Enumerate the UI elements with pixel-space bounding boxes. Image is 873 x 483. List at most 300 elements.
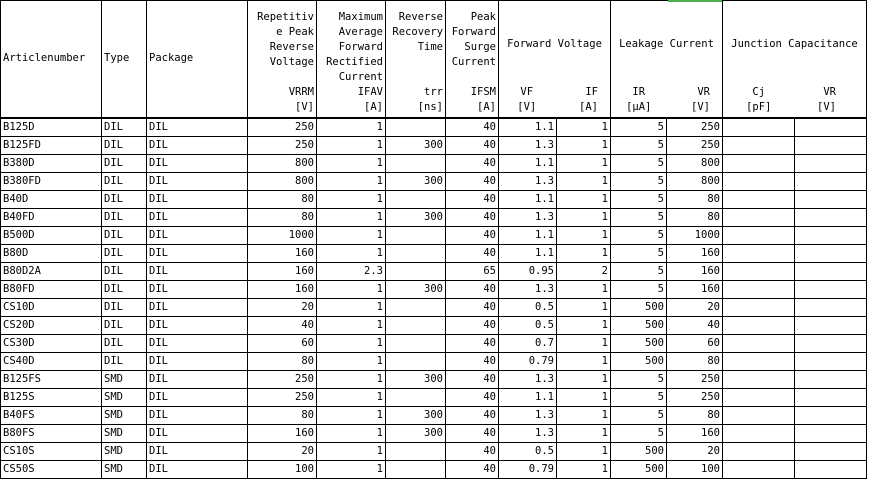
cell-if[interactable]: 1 <box>557 245 611 263</box>
header-line <box>250 70 314 85</box>
cell-cj[interactable] <box>723 389 795 407</box>
header-line: Time <box>417 41 443 53</box>
cell-vr2[interactable] <box>795 209 867 227</box>
cell-vr[interactable]: 80 <box>667 407 723 425</box>
cell-ifsm[interactable]: 40 <box>446 155 499 173</box>
cell-ifav[interactable]: 1 <box>317 389 386 407</box>
cell-ifsm[interactable]: 40 <box>446 317 499 335</box>
cell-ir[interactable]: 500 <box>611 461 667 479</box>
header-ifsm[interactable] <box>446 1 499 119</box>
cell-article[interactable]: B380D <box>1 155 102 173</box>
cell-package[interactable]: DIL <box>147 299 248 317</box>
cell-if[interactable]: 1 <box>557 209 611 227</box>
cell-ifav[interactable]: 1 <box>317 443 386 461</box>
cell-if[interactable]: 1 <box>557 173 611 191</box>
header-line: Maximum <box>338 11 383 23</box>
cell-vrrm[interactable]: 160 <box>248 263 317 281</box>
cell-ifav[interactable]: 1 <box>317 137 386 155</box>
cell-type[interactable]: DIL <box>102 335 147 353</box>
cell-vf[interactable]: 1.3 <box>499 137 557 155</box>
cell-ifsm[interactable]: 40 <box>446 209 499 227</box>
cell-vr2[interactable] <box>795 173 867 191</box>
cell-vr[interactable]: 160 <box>667 281 723 299</box>
cell-trr[interactable] <box>386 191 446 209</box>
cell-cj[interactable] <box>723 461 795 479</box>
cell-article[interactable]: CS50S <box>1 461 102 479</box>
cell-vr[interactable]: 160 <box>667 245 723 263</box>
cell-vr[interactable]: 80 <box>667 209 723 227</box>
cell-vf[interactable]: 1.3 <box>499 407 557 425</box>
cell-article[interactable]: B40FD <box>1 209 102 227</box>
cell-type[interactable]: SMD <box>102 407 147 425</box>
cell-ifav[interactable]: 1 <box>317 425 386 443</box>
cell-if[interactable]: 1 <box>557 443 611 461</box>
cell-vf[interactable]: 1.3 <box>499 173 557 191</box>
cell-cj[interactable] <box>723 371 795 389</box>
header-line: Cj <box>752 86 766 98</box>
cell-package[interactable]: DIL <box>147 353 248 371</box>
cell-package[interactable]: DIL <box>147 155 248 173</box>
cell-package[interactable]: DIL <box>147 425 248 443</box>
cell-cj[interactable] <box>723 425 795 443</box>
cell-ifav[interactable]: 1 <box>317 173 386 191</box>
header-line: Forward <box>338 41 383 53</box>
cell-ir[interactable]: 5 <box>611 281 667 299</box>
cell-vr[interactable]: 250 <box>667 371 723 389</box>
cell-ir[interactable]: 5 <box>611 371 667 389</box>
cell-ifsm[interactable]: 40 <box>446 407 499 425</box>
header-line: [A] <box>579 101 598 113</box>
cell-cj[interactable] <box>723 299 795 317</box>
cell-vf[interactable]: 1.3 <box>499 425 557 443</box>
cell-if[interactable]: 1 <box>557 317 611 335</box>
cell-ir[interactable]: 5 <box>611 389 667 407</box>
cell-ifsm[interactable]: 40 <box>446 335 499 353</box>
cell-if[interactable]: 1 <box>557 335 611 353</box>
cell-package[interactable]: DIL <box>147 263 248 281</box>
header-line: Reverse <box>269 41 314 53</box>
cell-article[interactable]: B125S <box>1 389 102 407</box>
cell-vf[interactable]: 0.5 <box>499 317 557 335</box>
cell-package[interactable]: DIL <box>147 209 248 227</box>
cell-trr[interactable]: 300 <box>386 407 446 425</box>
cell-trr[interactable] <box>386 353 446 371</box>
cell-vrrm[interactable]: 1000 <box>248 227 317 245</box>
cell-vf[interactable]: 0.95 <box>499 263 557 281</box>
header-line: [μA] <box>626 101 652 113</box>
header-line: VR <box>697 86 710 98</box>
cell-ir[interactable]: 5 <box>611 407 667 425</box>
cell-vr2[interactable] <box>795 407 867 425</box>
cell-cj[interactable] <box>723 335 795 353</box>
cell-ifsm[interactable]: 40 <box>446 353 499 371</box>
cell-vr[interactable]: 800 <box>667 173 723 191</box>
header-line: Surge <box>464 41 496 53</box>
cell-type[interactable]: DIL <box>102 209 147 227</box>
cell-package[interactable]: DIL <box>147 371 248 389</box>
cell-ifsm[interactable]: 40 <box>446 371 499 389</box>
header-articlenumber[interactable]: Articlenumber <box>1 1 102 119</box>
cell-vr[interactable]: 800 <box>667 155 723 173</box>
cell-trr[interactable]: 300 <box>386 137 446 155</box>
cell-trr[interactable] <box>386 155 446 173</box>
cell-cj[interactable] <box>723 443 795 461</box>
cell-vrrm[interactable]: 20 <box>248 299 317 317</box>
table-row <box>1 227 867 245</box>
header-junction-capacitance[interactable] <box>723 1 867 119</box>
cell-package[interactable]: DIL <box>147 461 248 479</box>
table-row <box>1 137 867 155</box>
cell-vf[interactable]: 0.7 <box>499 335 557 353</box>
cell-ir[interactable]: 5 <box>611 137 667 155</box>
cell-package[interactable]: DIL <box>147 173 248 191</box>
cell-trr[interactable]: 300 <box>386 173 446 191</box>
cell-type[interactable]: SMD <box>102 461 147 479</box>
cell-vr[interactable]: 40 <box>667 317 723 335</box>
cell-if[interactable]: 1 <box>557 155 611 173</box>
cell-vrrm[interactable]: 80 <box>248 407 317 425</box>
cell-vf[interactable]: 1.1 <box>499 227 557 245</box>
header-line <box>448 70 496 85</box>
cell-article[interactable]: B40D <box>1 191 102 209</box>
header-line: Average <box>338 26 383 38</box>
cell-if[interactable]: 1 <box>557 425 611 443</box>
cell-vrrm[interactable]: 80 <box>248 353 317 371</box>
cell-vrrm[interactable]: 250 <box>248 389 317 407</box>
cell-ir[interactable]: 5 <box>611 245 667 263</box>
cell-vf[interactable]: 1.1 <box>499 191 557 209</box>
cell-ifav[interactable]: 1 <box>317 335 386 353</box>
cell-ir[interactable]: 5 <box>611 118 667 137</box>
header-type[interactable]: Type <box>102 1 147 119</box>
header-line: Reverse <box>398 11 443 23</box>
cell-cj[interactable] <box>723 245 795 263</box>
cell-vf[interactable]: 0.79 <box>499 353 557 371</box>
cell-article[interactable]: CS10S <box>1 443 102 461</box>
cell-vr2[interactable] <box>795 371 867 389</box>
cell-ifsm[interactable]: 40 <box>446 299 499 317</box>
cell-cj[interactable] <box>723 173 795 191</box>
vr-label <box>667 85 723 115</box>
cell-type[interactable]: DIL <box>102 353 147 371</box>
cell-ifsm[interactable]: 40 <box>446 118 499 137</box>
cell-vr2[interactable] <box>795 155 867 173</box>
table-row <box>1 245 867 263</box>
cell-vrrm[interactable]: 60 <box>248 335 317 353</box>
cell-article[interactable]: B125FS <box>1 371 102 389</box>
cell-if[interactable]: 2 <box>557 263 611 281</box>
cell-cj[interactable] <box>723 353 795 371</box>
cell-vr2[interactable] <box>795 461 867 479</box>
cell-vr2[interactable] <box>795 281 867 299</box>
cell-type[interactable]: DIL <box>102 299 147 317</box>
cell-vrrm[interactable]: 250 <box>248 118 317 137</box>
cell-article[interactable]: CS40D <box>1 353 102 371</box>
cell-ifav[interactable]: 1 <box>317 227 386 245</box>
cell-type[interactable]: DIL <box>102 155 147 173</box>
cell-ifav[interactable]: 1 <box>317 407 386 425</box>
cell-vf[interactable]: 1.1 <box>499 155 557 173</box>
cell-package[interactable]: DIL <box>147 227 248 245</box>
cell-package[interactable]: DIL <box>147 281 248 299</box>
header-leakage-current[interactable] <box>611 1 723 119</box>
cell-article[interactable]: CS30D <box>1 335 102 353</box>
cell-vrrm[interactable]: 80 <box>248 209 317 227</box>
cell-vrrm[interactable]: 40 <box>248 317 317 335</box>
cell-ifsm[interactable]: 40 <box>446 443 499 461</box>
cell-type[interactable]: DIL <box>102 281 147 299</box>
cell-vf[interactable]: 1.1 <box>499 118 557 137</box>
table-row <box>1 335 867 353</box>
cell-type[interactable]: DIL <box>102 263 147 281</box>
table-row <box>1 209 867 227</box>
cell-package[interactable]: DIL <box>147 137 248 155</box>
cell-package[interactable]: DIL <box>147 118 248 137</box>
cell-vr[interactable]: 1000 <box>667 227 723 245</box>
cell-vr2[interactable] <box>795 227 867 245</box>
cell-ir[interactable]: 5 <box>611 155 667 173</box>
header-forward-voltage[interactable] <box>499 1 611 119</box>
cell-ifsm[interactable]: 65 <box>446 263 499 281</box>
cell-package[interactable]: DIL <box>147 245 248 263</box>
cell-vrrm[interactable]: 160 <box>248 281 317 299</box>
cell-trr[interactable] <box>386 443 446 461</box>
cell-ifsm[interactable]: 40 <box>446 245 499 263</box>
cell-article[interactable]: B40FS <box>1 407 102 425</box>
cell-ir[interactable]: 500 <box>611 353 667 371</box>
cell-package[interactable]: DIL <box>147 443 248 461</box>
cell-type[interactable]: DIL <box>102 191 147 209</box>
cell-ir[interactable]: 5 <box>611 227 667 245</box>
cell-ifav[interactable]: 1 <box>317 155 386 173</box>
cell-cj[interactable] <box>723 227 795 245</box>
cell-vr[interactable]: 250 <box>667 389 723 407</box>
cell-ifav[interactable]: 1 <box>317 245 386 263</box>
cell-package[interactable]: DIL <box>147 191 248 209</box>
cell-article[interactable]: CS10D <box>1 299 102 317</box>
cell-package[interactable]: DIL <box>147 389 248 407</box>
cell-ifsm[interactable]: 40 <box>446 461 499 479</box>
cell-ir[interactable]: 5 <box>611 191 667 209</box>
cell-trr[interactable] <box>386 389 446 407</box>
cell-trr[interactable] <box>386 227 446 245</box>
cell-vf[interactable]: 1.3 <box>499 281 557 299</box>
cell-cj[interactable] <box>723 317 795 335</box>
cell-ifav[interactable]: 1 <box>317 371 386 389</box>
header-line: Peak <box>470 11 496 23</box>
cell-vf[interactable]: 0.5 <box>499 443 557 461</box>
cell-vf[interactable]: 1.1 <box>499 389 557 407</box>
cell-vrrm[interactable]: 100 <box>248 461 317 479</box>
cell-cj[interactable] <box>723 407 795 425</box>
header-ifav[interactable] <box>317 1 386 119</box>
cell-article[interactable]: B125D <box>1 118 102 137</box>
cell-ifav[interactable]: 1 <box>317 317 386 335</box>
cell-article[interactable]: B125FD <box>1 137 102 155</box>
cell-vrrm[interactable]: 20 <box>248 443 317 461</box>
cell-ifsm[interactable]: 40 <box>446 281 499 299</box>
cell-vr2[interactable] <box>795 443 867 461</box>
cell-vr[interactable]: 80 <box>667 191 723 209</box>
cell-vr2[interactable] <box>795 191 867 209</box>
cell-ir[interactable]: 5 <box>611 263 667 281</box>
cell-if[interactable]: 1 <box>557 118 611 137</box>
cell-vf[interactable]: 1.1 <box>499 245 557 263</box>
cell-type[interactable]: DIL <box>102 317 147 335</box>
cell-cj[interactable] <box>723 209 795 227</box>
cell-article[interactable]: B80D <box>1 245 102 263</box>
header-line: Recovery <box>392 26 443 38</box>
cell-if[interactable]: 1 <box>557 281 611 299</box>
cell-package[interactable]: DIL <box>147 335 248 353</box>
header-row <box>1 1 867 119</box>
cell-if[interactable]: 1 <box>557 389 611 407</box>
cell-if[interactable]: 1 <box>557 461 611 479</box>
cell-vf[interactable]: 0.79 <box>499 461 557 479</box>
cell-ir[interactable]: 5 <box>611 209 667 227</box>
header-line: [pF] <box>746 101 772 113</box>
cell-type[interactable]: DIL <box>102 137 147 155</box>
cell-vr[interactable]: 160 <box>667 425 723 443</box>
cell-type[interactable]: SMD <box>102 371 147 389</box>
cell-package[interactable]: DIL <box>147 407 248 425</box>
cell-article[interactable]: B80D2A <box>1 263 102 281</box>
cell-vr2[interactable] <box>795 118 867 137</box>
cell-vr2[interactable] <box>795 263 867 281</box>
cell-vr2[interactable] <box>795 425 867 443</box>
header-line: [A] <box>477 101 496 113</box>
cell-vr2[interactable] <box>795 335 867 353</box>
cell-trr[interactable] <box>386 245 446 263</box>
cell-vr2[interactable] <box>795 317 867 335</box>
cell-vrrm[interactable]: 160 <box>248 245 317 263</box>
cell-ifav[interactable]: 2.3 <box>317 263 386 281</box>
header-line: VF <box>520 86 534 98</box>
cell-vr2[interactable] <box>795 353 867 371</box>
header-trr[interactable] <box>386 1 446 119</box>
header-line: VR <box>823 86 836 98</box>
cell-ifsm[interactable]: 40 <box>446 425 499 443</box>
cell-if[interactable]: 1 <box>557 371 611 389</box>
cell-trr[interactable] <box>386 461 446 479</box>
header-package[interactable]: Package <box>147 1 248 119</box>
cell-ir[interactable]: 500 <box>611 443 667 461</box>
cell-trr[interactable] <box>386 263 446 281</box>
cell-trr[interactable] <box>386 317 446 335</box>
cell-trr[interactable]: 300 <box>386 209 446 227</box>
cell-ifav[interactable]: 1 <box>317 118 386 137</box>
cell-ifsm[interactable]: 40 <box>446 227 499 245</box>
header-line: [ns] <box>417 101 443 113</box>
cell-cj[interactable] <box>723 118 795 137</box>
cell-if[interactable]: 1 <box>557 353 611 371</box>
cell-vr2[interactable] <box>795 245 867 263</box>
cell-vr2[interactable] <box>795 389 867 407</box>
cell-cj[interactable] <box>723 281 795 299</box>
cell-vrrm[interactable]: 800 <box>248 173 317 191</box>
cell-trr[interactable]: 300 <box>386 281 446 299</box>
cell-ifav[interactable]: 1 <box>317 299 386 317</box>
cell-trr[interactable] <box>386 335 446 353</box>
cell-package[interactable]: DIL <box>147 317 248 335</box>
cell-vr2[interactable] <box>795 299 867 317</box>
cell-vr[interactable]: 250 <box>667 137 723 155</box>
cell-vr[interactable]: 160 <box>667 263 723 281</box>
cell-cj[interactable] <box>723 263 795 281</box>
cell-if[interactable]: 1 <box>557 299 611 317</box>
cell-ifav[interactable]: 1 <box>317 209 386 227</box>
cell-if[interactable]: 1 <box>557 407 611 425</box>
cell-ifav[interactable]: 1 <box>317 353 386 371</box>
header-line: [A] <box>364 101 383 113</box>
header-vrrm[interactable] <box>248 1 317 119</box>
cell-ir[interactable]: 5 <box>611 173 667 191</box>
cell-type[interactable]: DIL <box>102 245 147 263</box>
cell-if[interactable]: 1 <box>557 227 611 245</box>
cell-type[interactable]: SMD <box>102 389 147 407</box>
cell-ir[interactable]: 500 <box>611 335 667 353</box>
cell-type[interactable]: DIL <box>102 173 147 191</box>
cell-vrrm[interactable]: 250 <box>248 137 317 155</box>
cell-vr[interactable]: 80 <box>667 353 723 371</box>
cell-ir[interactable]: 500 <box>611 299 667 317</box>
cell-ifav[interactable]: 1 <box>317 461 386 479</box>
cell-vr[interactable]: 20 <box>667 299 723 317</box>
cell-type[interactable]: SMD <box>102 443 147 461</box>
cell-vrrm[interactable]: 250 <box>248 371 317 389</box>
cell-ir[interactable]: 500 <box>611 317 667 335</box>
cell-ifav[interactable]: 1 <box>317 191 386 209</box>
cell-cj[interactable] <box>723 155 795 173</box>
cell-article[interactable]: B80FD <box>1 281 102 299</box>
cell-vrrm[interactable]: 80 <box>248 191 317 209</box>
cell-type[interactable]: DIL <box>102 227 147 245</box>
cell-vr[interactable]: 100 <box>667 461 723 479</box>
cell-article[interactable]: B500D <box>1 227 102 245</box>
vr2-label <box>795 85 867 115</box>
cell-ifav[interactable]: 1 <box>317 281 386 299</box>
cell-vr[interactable]: 20 <box>667 443 723 461</box>
cell-ifsm[interactable]: 40 <box>446 137 499 155</box>
cell-article[interactable]: CS20D <box>1 317 102 335</box>
cell-ifsm[interactable]: 40 <box>446 191 499 209</box>
cell-type[interactable]: DIL <box>102 118 147 137</box>
cell-vrrm[interactable]: 160 <box>248 425 317 443</box>
cell-vf[interactable]: 1.3 <box>499 209 557 227</box>
cell-vr2[interactable] <box>795 137 867 155</box>
cell-cj[interactable] <box>723 191 795 209</box>
cell-cj[interactable] <box>723 137 795 155</box>
cell-ifsm[interactable]: 40 <box>446 389 499 407</box>
cell-trr[interactable]: 300 <box>386 371 446 389</box>
cell-if[interactable]: 1 <box>557 191 611 209</box>
cell-vr[interactable]: 60 <box>667 335 723 353</box>
cell-article[interactable]: B380FD <box>1 173 102 191</box>
cell-ir[interactable]: 5 <box>611 425 667 443</box>
cell-ifsm[interactable]: 40 <box>446 173 499 191</box>
table-row <box>1 389 867 407</box>
cell-if[interactable]: 1 <box>557 137 611 155</box>
cell-vf[interactable]: 0.5 <box>499 299 557 317</box>
cell-vf[interactable]: 1.3 <box>499 371 557 389</box>
cell-vr[interactable]: 250 <box>667 118 723 137</box>
cell-type[interactable]: SMD <box>102 425 147 443</box>
cell-trr[interactable] <box>386 299 446 317</box>
cell-trr[interactable] <box>386 118 446 137</box>
cell-trr[interactable]: 300 <box>386 425 446 443</box>
cell-vrrm[interactable]: 800 <box>248 155 317 173</box>
cell-article[interactable]: B80FS <box>1 425 102 443</box>
